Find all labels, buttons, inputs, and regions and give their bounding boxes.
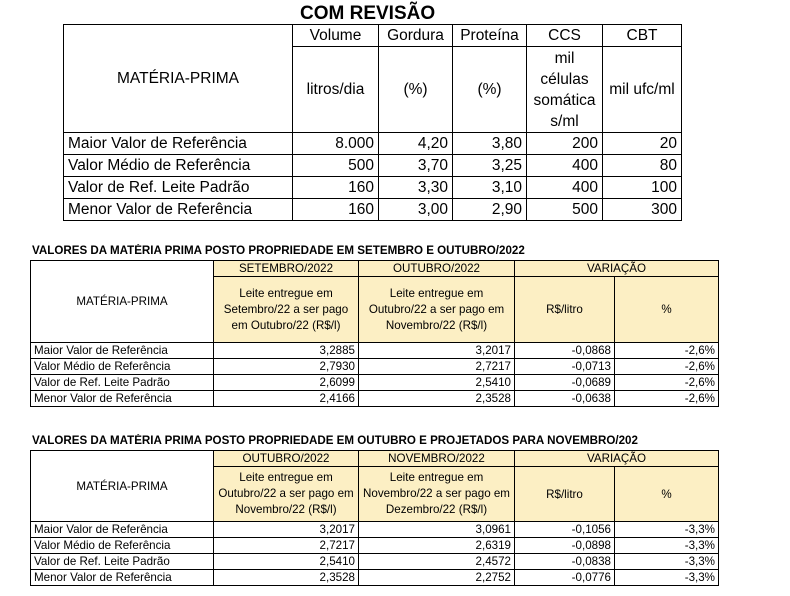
cell: 4,20 <box>379 133 453 155</box>
cell: -0,0689 <box>515 375 615 391</box>
cell: 2,4166 <box>214 391 359 407</box>
table-row <box>64 199 682 221</box>
cell: 2,6099 <box>214 375 359 391</box>
month2-desc: Leite entregue em Outubro/22 a ser pago em Novembro/22 (R$/l) <box>359 277 515 343</box>
row-label: Menor Valor de Referência <box>31 570 214 586</box>
row-label: Valor Médio de Referência <box>64 155 293 177</box>
variacao-header: VARIAÇÃO <box>515 261 719 277</box>
sept-oct-table <box>30 260 719 407</box>
row-label: Maior Valor de Referência <box>31 343 214 359</box>
unit-percent: % <box>615 467 719 522</box>
variacao-header: VARIAÇÃO <box>515 451 719 467</box>
cell: 160 <box>293 177 379 199</box>
cell: -2,6% <box>615 391 719 407</box>
month1-header: OUTUBRO/2022 <box>214 451 359 467</box>
month1-header: SETEMBRO/2022 <box>214 261 359 277</box>
cell: 400 <box>527 177 603 199</box>
col-volume: Volume <box>293 25 379 47</box>
cell: 2,7217 <box>359 359 515 375</box>
col-gordura: Gordura <box>379 25 453 47</box>
table-row <box>31 554 719 570</box>
cell: -2,6% <box>615 343 719 359</box>
cell: -3,3% <box>615 570 719 586</box>
cell: -0,1056 <box>515 522 615 538</box>
row-label: Valor Médio de Referência <box>31 359 214 375</box>
cell: 2,2752 <box>359 570 515 586</box>
row-label: Valor Médio de Referência <box>31 538 214 554</box>
cell: 3,30 <box>379 177 453 199</box>
cell: -2,6% <box>615 375 719 391</box>
table-row <box>64 133 682 155</box>
cell: 500 <box>527 199 603 221</box>
cell: 3,00 <box>379 199 453 221</box>
cell: -3,3% <box>615 522 719 538</box>
col-proteina: Proteína <box>453 25 527 47</box>
cell: -3,3% <box>615 554 719 570</box>
row-label: Menor Valor de Referência <box>31 391 214 407</box>
row-label: Menor Valor de Referência <box>64 199 293 221</box>
unit-volume: litros/dia <box>293 47 379 133</box>
unit-rs-litro: R$/litro <box>515 277 615 343</box>
cell: 80 <box>603 155 682 177</box>
cell: 2,5410 <box>359 375 515 391</box>
cell: -0,0713 <box>515 359 615 375</box>
t3-title: VALORES DA MATÉRIA PRIMA POSTO PROPRIEDADE EM OUTUBRO E PROJETADOS PARA NOVEMBRO/202 <box>32 434 638 447</box>
row-label: Maior Valor de Referência <box>64 133 293 155</box>
cell: 2,3528 <box>214 570 359 586</box>
col-cbt: CBT <box>603 25 682 47</box>
cell: 2,5410 <box>214 554 359 570</box>
cell: 3,2885 <box>214 343 359 359</box>
cell: 500 <box>293 155 379 177</box>
cell: -0,0898 <box>515 538 615 554</box>
month2-header: OUTUBRO/2022 <box>359 261 515 277</box>
unit-rs-litro: R$/litro <box>515 467 615 522</box>
table-row <box>31 343 719 359</box>
cell: 2,90 <box>453 199 527 221</box>
table-row <box>31 359 719 375</box>
cell: 2,7930 <box>214 359 359 375</box>
cell: 2,4572 <box>359 554 515 570</box>
row-label: Valor de Ref. Leite Padrão <box>64 177 293 199</box>
cell: 2,3528 <box>359 391 515 407</box>
month1-desc: Leite entregue em Outubro/22 a ser pago em Novembro/22 (R$/l) <box>214 467 359 522</box>
cell: 3,70 <box>379 155 453 177</box>
cell: -0,0838 <box>515 554 615 570</box>
reference-table <box>63 24 682 221</box>
table-row <box>31 522 719 538</box>
cell: 3,10 <box>453 177 527 199</box>
materia-prima-heading: MATÉRIA-PRIMA <box>31 261 214 343</box>
cell: 3,2017 <box>359 343 515 359</box>
table-row <box>31 570 719 586</box>
t2-title: VALORES DA MATÉRIA PRIMA POSTO PROPRIEDADE EM SETEMBRO E OUTUBRO/2022 <box>32 244 525 257</box>
unit-ccs: mil células somática s/ml <box>527 47 603 133</box>
month2-desc: Leite entregue em Novembro/22 a ser pago em Dezembro/22 (R$/l) <box>359 467 515 522</box>
cell: 8.000 <box>293 133 379 155</box>
oct-nov-table <box>30 450 719 586</box>
cell: -0,0868 <box>515 343 615 359</box>
cell: 2,7217 <box>214 538 359 554</box>
materia-prima-heading: MATÉRIA-PRIMA <box>64 25 293 133</box>
cell: 3,2017 <box>214 522 359 538</box>
cell: 3,0961 <box>359 522 515 538</box>
col-ccs: CCS <box>527 25 603 47</box>
cell: -0,0776 <box>515 570 615 586</box>
cell: 20 <box>603 133 682 155</box>
cell: 2,6319 <box>359 538 515 554</box>
cell: 160 <box>293 199 379 221</box>
table-row <box>64 155 682 177</box>
month1-desc: Leite entregue em Setembro/22 a ser pago em Outubro/22 (R$/l) <box>214 277 359 343</box>
table-row <box>64 177 682 199</box>
cell: -2,6% <box>615 359 719 375</box>
table-row <box>31 538 719 554</box>
cell: 300 <box>603 199 682 221</box>
cell: -3,3% <box>615 538 719 554</box>
month2-header: NOVEMBRO/2022 <box>359 451 515 467</box>
cell: 200 <box>527 133 603 155</box>
row-label: Valor de Ref. Leite Padrão <box>31 554 214 570</box>
unit-percent: % <box>615 277 719 343</box>
table-row <box>31 391 719 407</box>
document-title: COM REVISÃO <box>300 3 436 24</box>
row-label: Valor de Ref. Leite Padrão <box>31 375 214 391</box>
unit-cbt: mil ufc/ml <box>603 47 682 133</box>
unit-gordura: (%) <box>379 47 453 133</box>
cell: 3,25 <box>453 155 527 177</box>
cell: -0,0638 <box>515 391 615 407</box>
unit-proteina: (%) <box>453 47 527 133</box>
cell: 3,80 <box>453 133 527 155</box>
cell: 100 <box>603 177 682 199</box>
cell: 400 <box>527 155 603 177</box>
table-row <box>31 375 719 391</box>
row-label: Maior Valor de Referência <box>31 522 214 538</box>
materia-prima-heading: MATÉRIA-PRIMA <box>31 451 214 522</box>
